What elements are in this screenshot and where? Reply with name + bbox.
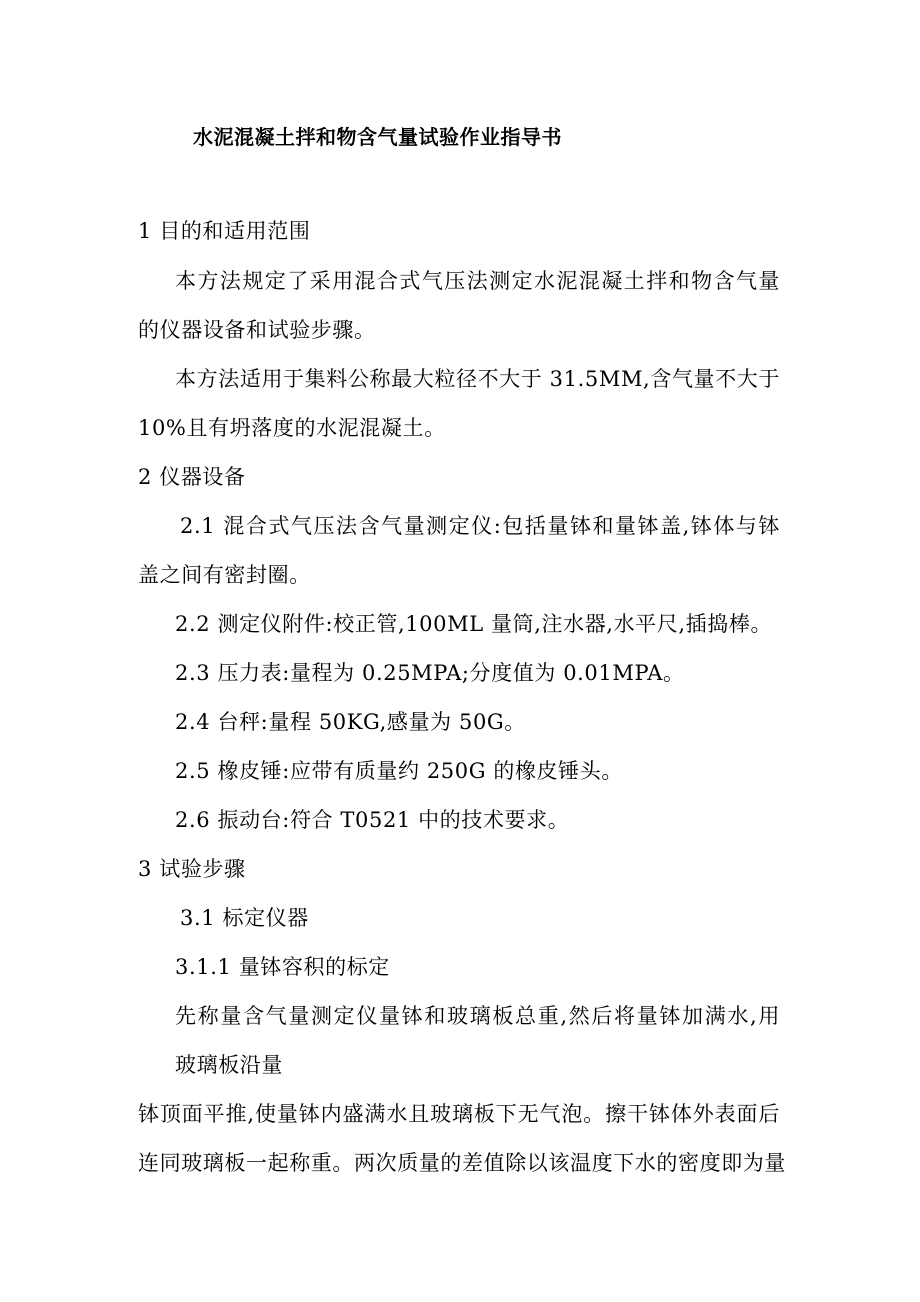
paragraph-line: 的仪器设备和试验步骤。 [138,318,376,342]
paragraph-line: 本方法适用于集料公称最大粒径不大于 31.5MM,含气量不大于 [175,367,780,391]
paragraph-line: 先称量含气量测定仪量钵和玻璃板总重,然后将量钵加满水,用 [175,1004,780,1028]
section-heading-2: 2 仪器设备 [138,465,246,489]
paragraph-line: 10%且有坍落度的水泥混凝土。 [138,416,446,440]
paragraph-line: 连同玻璃板一起称重。两次质量的差值除以该温度下水的密度即为量 [138,1151,786,1175]
subsection-heading: 3.1 标定仪器 [180,906,309,930]
paragraph-line: 盖之间有密封圈。 [138,563,311,587]
list-item: 2.6 振动台:符合 T0521 中的技术要求。 [175,808,570,832]
list-item: 2.2 测定仪附件:校正管,100ML 量筒,注水器,水平尺,插捣棒。 [175,612,773,636]
paragraph-line: 钵顶面平推,使量钵内盛满水且玻璃板下无气泡。擦干钵体外表面后 [138,1102,780,1126]
list-item: 2.3 压力表:量程为 0.25MPA;分度值为 0.01MPA。 [175,661,685,685]
list-item: 2.4 台秤:量程 50KG,感量为 50G。 [175,710,526,734]
section-heading-3: 3 试验步骤 [138,857,246,881]
subsection-heading: 3.1.1 量钵容积的标定 [175,955,390,979]
paragraph-line: 玻璃板沿量 [175,1053,283,1077]
document-title: 水泥混凝土拌和物含气量试验作业指导书 [193,125,562,149]
paragraph-line: 本方法规定了采用混合式气压法测定水泥混凝土拌和物含气量 [175,269,780,293]
section-heading-1: 1 目的和适用范围 [138,219,311,243]
paragraph-line: 2.1 混合式气压法含气量测定仪:包括量钵和量钵盖,钵体与钵 [180,514,780,538]
list-item: 2.5 橡皮锤:应带有质量约 250G 的橡皮锤头。 [175,759,623,783]
